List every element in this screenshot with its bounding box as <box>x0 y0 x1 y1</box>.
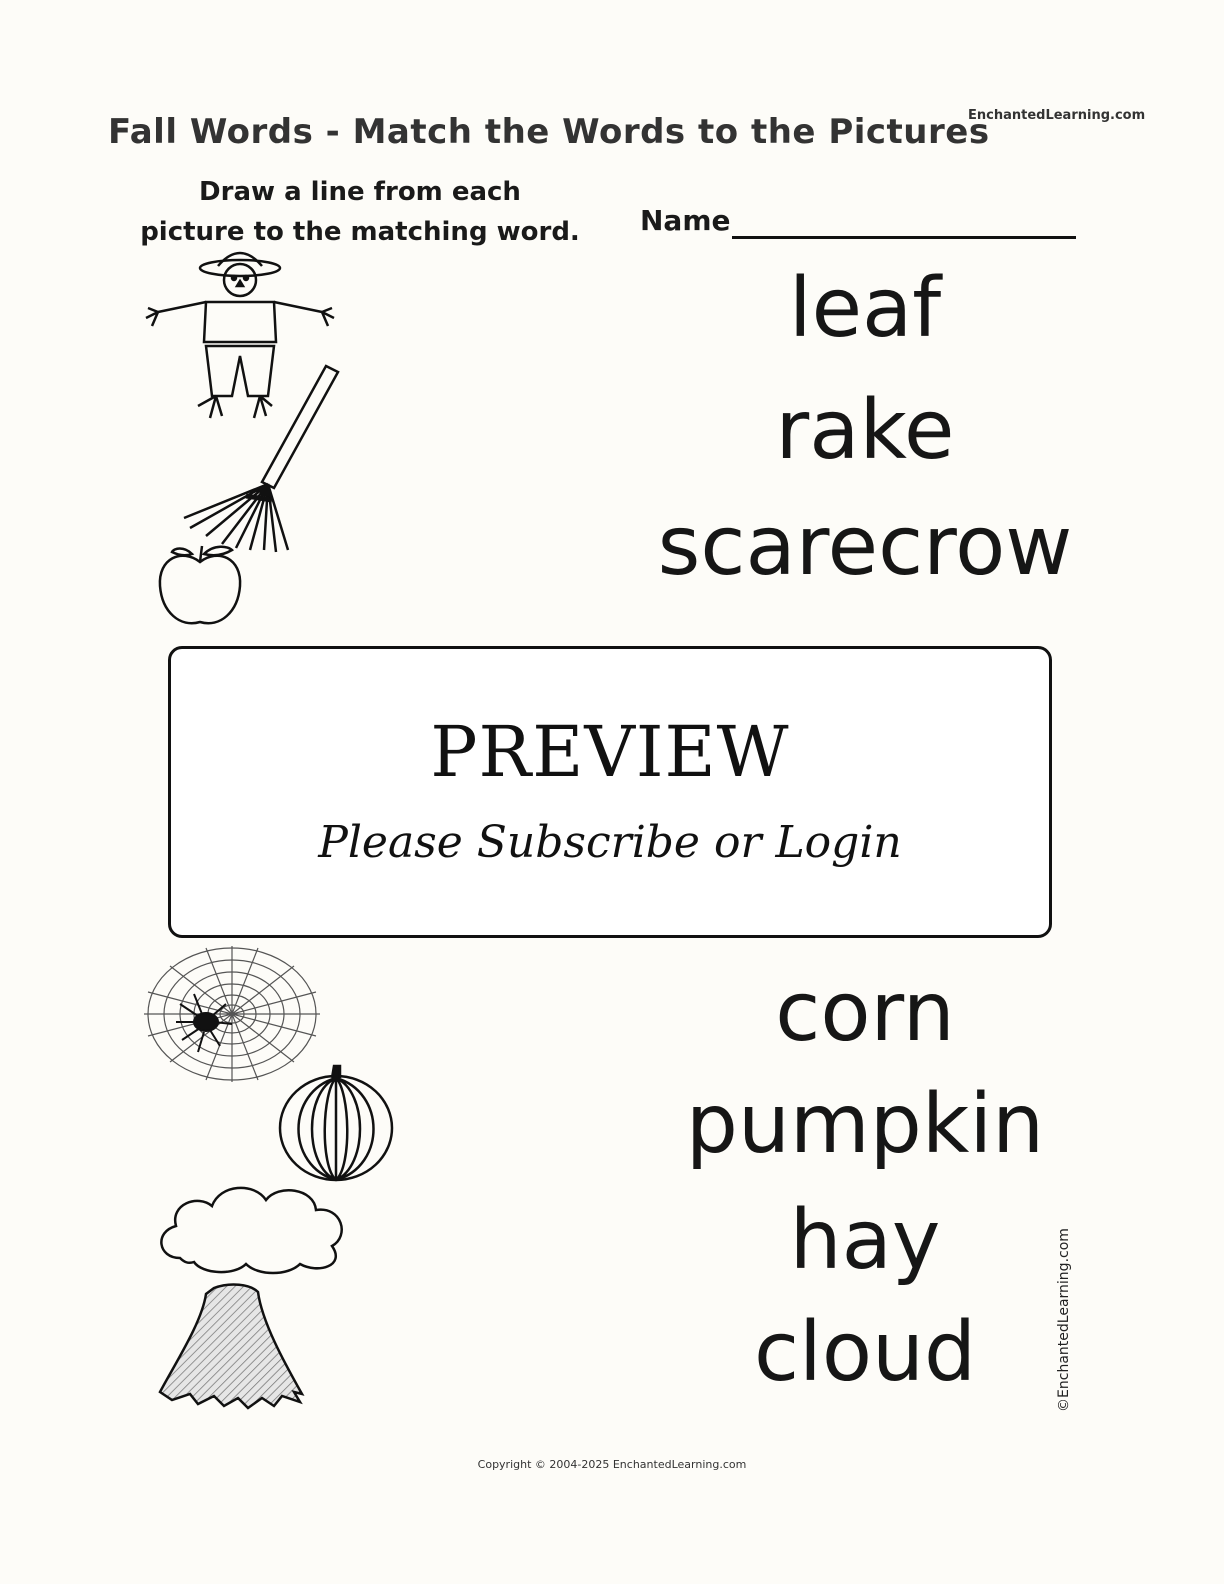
instructions-line-2: picture to the matching word. <box>140 217 580 247</box>
page-title: Fall Words - Match the Words to the Pictures <box>108 112 990 152</box>
apple-picture <box>152 540 248 636</box>
instructions-line-1: Draw a line from each <box>199 177 521 207</box>
cloud-picture <box>150 1176 352 1276</box>
footer-copyright: Copyright © 2004-2025 EnchantedLearning.com <box>477 1458 747 1471</box>
preview-subtitle: Please Subscribe or Login <box>318 817 902 868</box>
pumpkin-picture <box>274 1062 398 1186</box>
rake-picture <box>176 360 346 560</box>
instructions <box>140 172 580 252</box>
word-hay: hay <box>789 1193 941 1288</box>
name-line <box>732 236 1076 239</box>
haystack-picture <box>154 1282 314 1412</box>
word-scarecrow: scarecrow <box>657 499 1073 594</box>
preview-overlay <box>168 646 1052 938</box>
word-leaf: leaf <box>788 261 942 356</box>
word-pumpkin: pumpkin <box>685 1077 1045 1172</box>
side-copyright: ©EnchantedLearning.com <box>1056 1228 1072 1412</box>
word-cloud: cloud <box>753 1305 977 1400</box>
name-label: Name <box>640 204 731 237</box>
word-rake: rake <box>775 383 955 478</box>
word-corn: corn <box>775 965 955 1060</box>
site-tag: EnchantedLearning.com <box>968 108 1146 123</box>
preview-title: PREVIEW <box>430 711 790 793</box>
name-field <box>640 204 1080 244</box>
